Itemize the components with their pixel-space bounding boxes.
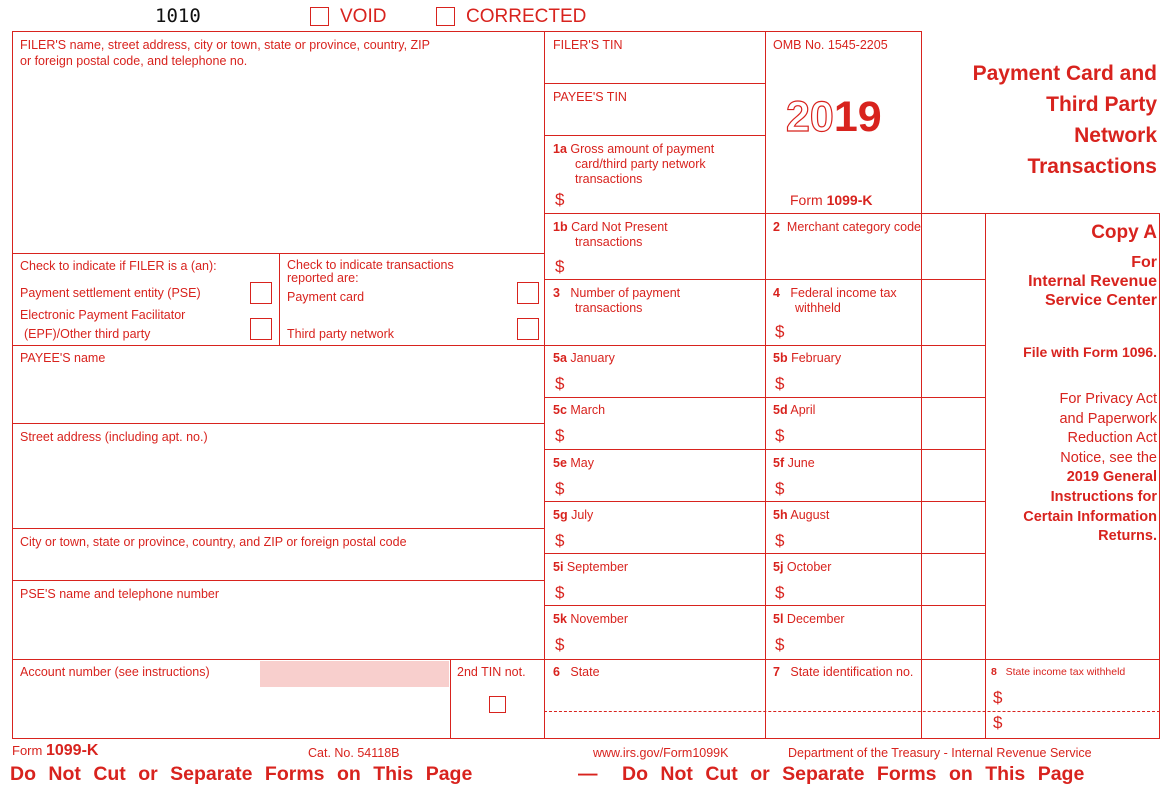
epf-label-1: Electronic Payment Facilitator	[20, 308, 186, 322]
copy-a-irs: For Internal Revenue Service Center	[1028, 254, 1157, 309]
box-5c-dollar: $	[555, 426, 565, 445]
box-2-label: 2 Merchant category code	[773, 220, 922, 234]
pse-checkbox[interactable]	[250, 282, 272, 304]
box-4-label-2: withheld	[795, 301, 841, 315]
box-4-dollar: $	[775, 322, 785, 341]
box-5k-dollar: $	[555, 635, 565, 654]
box-6-label: 6 State	[553, 665, 600, 679]
corrected-checkbox[interactable]	[436, 7, 455, 26]
form-code: 1010	[155, 5, 201, 27]
void-checkbox[interactable]	[310, 7, 329, 26]
box-5f-dollar: $	[775, 479, 785, 498]
box-5l-dollar: $	[775, 635, 785, 654]
copy-a-label: Copy A	[1091, 222, 1157, 243]
box-1a-label-2: card/third party network	[575, 157, 706, 171]
account-number-label: Account number (see instructions)	[20, 665, 210, 679]
box-8-dollar-1: $	[993, 688, 1003, 707]
third-party-network-checkbox[interactable]	[517, 318, 539, 340]
payment-card-checkbox[interactable]	[517, 282, 539, 304]
box-5h-label: 5h August	[773, 508, 830, 522]
payee-name-field[interactable]	[14, 366, 542, 421]
footer-url: www.irs.gov/Form1099K	[593, 746, 729, 760]
check-transactions-label-2: reported are:	[287, 271, 359, 285]
filer-name-field[interactable]	[14, 72, 542, 250]
second-tin-checkbox[interactable]	[489, 696, 506, 713]
box-5i-label: 5i September	[553, 560, 629, 574]
box-3-label: 3 Number of payment	[553, 286, 681, 300]
file-with-1096: File with Form 1096.	[1023, 344, 1157, 360]
box-5d-dollar: $	[775, 426, 785, 445]
tax-year: 2019	[786, 93, 882, 141]
do-not-cut-right: Do Not Cut or Separate Forms on This Page	[622, 763, 1085, 785]
payee-tin-label: PAYEE'S TIN	[553, 90, 627, 104]
box-1b-label-2: transactions	[575, 235, 643, 249]
box-5e-label: 5e May	[553, 456, 595, 470]
filer-name-label-1: FILER'S name, street address, city or town, state or province, country, ZIP	[20, 38, 430, 52]
pse-name-field[interactable]	[14, 602, 542, 657]
box-7-label: 7 State identification no.	[773, 665, 914, 679]
street-address-field[interactable]	[14, 446, 542, 526]
box-5h-dollar: $	[775, 531, 785, 550]
footer-department: Department of the Treasury - Internal Revenue Service	[788, 746, 1092, 760]
box-1a-dollar: $	[555, 190, 565, 209]
filer-tin-label: FILER'S TIN	[553, 38, 623, 52]
corrected-label: CORRECTED	[466, 6, 587, 27]
box-5b-dollar: $	[775, 374, 785, 393]
check-transactions-label-1: Check to indicate transactions	[287, 258, 454, 272]
box-5f-label: 5f June	[773, 456, 815, 470]
pse-name-label: PSE'S name and telephone number	[20, 587, 220, 601]
footer-cat-number: Cat. No. 54118B	[308, 746, 400, 760]
do-not-cut-left: Do Not Cut or Separate Forms on This Page	[10, 763, 473, 785]
box-8-label: 8 State income tax withheld	[991, 666, 1126, 678]
box-5g-label: 5g July	[553, 508, 594, 522]
second-tin-not-label: 2nd TIN not.	[457, 665, 526, 679]
void-label: VOID	[340, 6, 387, 27]
box-5b-label: 5b February	[773, 351, 842, 365]
box-5c-label: 5c March	[553, 403, 606, 417]
box-5e-dollar: $	[555, 479, 565, 498]
account-number-shaded-field[interactable]	[260, 661, 449, 687]
payee-name-label: PAYEE'S name	[20, 351, 106, 365]
form-title: Payment Card and Third Party Network Transactions	[972, 62, 1157, 178]
box-1b-dollar: $	[555, 257, 565, 276]
pse-label: Payment settlement entity (PSE)	[20, 286, 201, 300]
box-5k-label: 5k November	[553, 612, 629, 626]
omb-number: OMB No. 1545-2205	[773, 38, 888, 52]
box-5a-label: 5a January	[553, 351, 615, 365]
footer-form-name: Form 1099-K	[12, 742, 99, 759]
privacy-notice: For Privacy Act and Paperwork Reduction Act Notice, see the 2019 General Instructions for Certain Information Returns.	[1023, 391, 1157, 545]
payment-card-label: Payment card	[287, 290, 365, 304]
city-field[interactable]	[14, 550, 542, 578]
check-filer-label: Check to indicate if FILER is a (an):	[20, 259, 217, 273]
box-5d-label: 5d April	[773, 403, 816, 417]
form-name-omb: Form 1099-K	[790, 192, 873, 208]
box-5a-dollar: $	[555, 374, 565, 393]
box-5j-dollar: $	[775, 583, 785, 602]
third-party-network-label: Third party network	[287, 327, 394, 341]
box-1a-label-1: 1a Gross amount of payment	[553, 142, 715, 156]
box-1a-label-3: transactions	[575, 172, 643, 186]
box-5g-dollar: $	[555, 531, 565, 550]
filer-name-label-2: or foreign postal code, and telephone no.	[20, 54, 248, 68]
epf-label-2: (EPF)/Other third party	[24, 327, 151, 341]
box-4-label: 4 Federal income tax	[773, 286, 897, 300]
street-address-label: Street address (including apt. no.)	[20, 430, 208, 444]
box-5l-label: 5l December	[773, 612, 845, 626]
box-5i-dollar: $	[555, 583, 565, 602]
city-label: City or town, state or province, country, and ZIP or foreign postal code	[20, 535, 407, 549]
box-3-label-2: transactions	[575, 301, 643, 315]
box-1b-label: 1b Card Not Present	[553, 220, 668, 234]
footer-dash: —	[578, 763, 598, 785]
box-8-dollar-2: $	[993, 713, 1003, 732]
epf-checkbox[interactable]	[250, 318, 272, 340]
box-5j-label: 5j October	[773, 560, 832, 574]
